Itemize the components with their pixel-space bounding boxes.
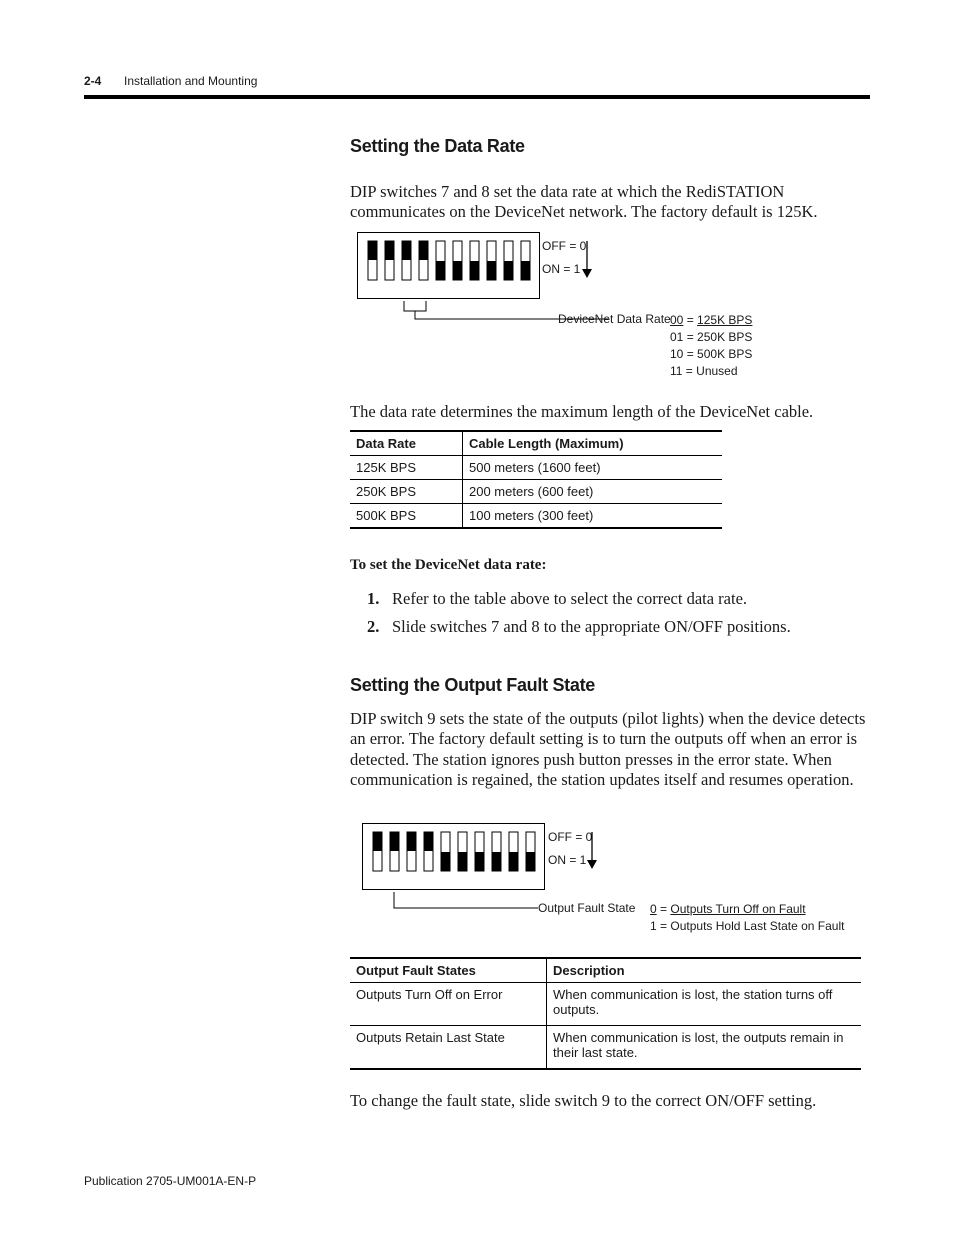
dip-switch-toggle [424,832,433,851]
option-code: 1 [650,919,657,933]
dip-switch-toggle [390,832,399,851]
step-number: 1. [367,589,380,608]
dip-switch-toggle [470,261,479,280]
table-cell: 250K BPS [350,480,463,504]
option-separator: = [656,902,671,916]
dip-switch-array [363,824,544,889]
table-cell: 500 meters (1600 feet) [463,456,723,480]
option-separator: = [682,364,697,378]
switch-legend-on: ON = 1 [548,853,587,867]
option-line [650,918,844,935]
dip-switch-toggle [526,852,535,871]
switch-legend-off: OFF = 0 [542,239,587,253]
table-intro: The data rate determines the maximum length of the DeviceNet cable. [350,402,814,421]
table-row [350,504,722,529]
section-heading-data-rate: Setting the Data Rate [350,136,525,156]
option-text: 125K BPS [697,313,753,327]
table-row [350,983,861,1026]
option-text: Unused [696,364,738,378]
dip-switch-toggle [441,852,450,871]
table-row [350,1026,861,1070]
table-cell: Outputs Retain Last State [350,1026,547,1070]
table-cell: When communication is lost, the outputs remain in their last state. [547,1026,862,1070]
dip-switch-toggle [509,852,518,871]
callout-label-data-rate: DeviceNet Data Rate [558,312,671,326]
dip-switch-housing [362,823,545,890]
switch-legend-off: OFF = 0 [548,830,593,844]
dip-switch-toggle [492,852,501,871]
option-code: 11 [670,364,683,378]
option-line [650,901,844,918]
down-arrow-icon [585,830,599,870]
table-cell: Outputs Turn Off on Error [350,983,547,1026]
option-text: 250K BPS [697,330,753,344]
option-separator: = [683,330,698,344]
option-line [670,329,752,346]
procedure-title: To set the DeviceNet data rate: [350,557,547,573]
dip-switch-toggle [475,852,484,871]
option-line [670,312,752,329]
data-rate-table [350,430,722,529]
running-header-title: Installation and Mounting [124,74,258,88]
dip-switch-toggle [368,241,377,260]
switch-legend-on: ON = 1 [542,262,581,276]
step-text: Refer to the table above to select the correct data rate. [392,589,748,608]
dip-switch-toggle [373,832,382,851]
section-heading-output-fault: Setting the Output Fault State [350,675,595,695]
step-number: 2. [367,617,380,636]
step-text: Slide switches 7 and 8 to the appropriate ON/OFF positions. [392,617,791,636]
footer-publication: Publication 2705-UM001A-EN-P [84,1174,257,1188]
column-header: Data Rate [350,431,463,456]
down-arrow-icon [580,239,594,279]
option-line [670,346,752,363]
dip-switch-toggle [487,261,496,280]
dip-switch-housing [357,232,540,299]
option-code: 00 [670,313,684,327]
option-text: Outputs Hold Last State on Fault [670,919,845,933]
column-header: Output Fault States [350,958,547,983]
dip-switch-toggle [504,261,513,280]
option-line [670,363,752,380]
table-cell: 100 meters (300 feet) [463,504,723,529]
column-header: Description [547,958,862,983]
output-fault-table [350,957,861,1070]
option-separator: = [683,313,698,327]
dip-switch-toggle [453,261,462,280]
dip-switch-figure-fault [360,822,850,937]
dip-switch-toggle [385,241,394,260]
fault-closing: To change the fault state, slide switch 9 to the correct ON/OFF setting. [350,1091,817,1110]
table-cell: When communication is lost, the station turns off outputs. [547,983,862,1026]
fault-intro: DIP switch 9 sets the state of the outputs (pilot lights) when the device detects an error. The factory default setting is to turn the outputs off when an error is detected. The station ignores push button presses in the error state. When communication is regained, the station updates itself and resumes operation. [350,709,866,789]
dip-switch-figure-data-rate [355,231,775,381]
table-cell: 500K BPS [350,504,463,529]
table-row [350,480,722,504]
table-header-row [350,431,722,456]
dip-switch-toggle [436,261,445,280]
column-header: Cable Length (Maximum) [463,431,723,456]
option-separator: = [683,347,698,361]
page-number: 2-4 [84,74,102,88]
option-code: 10 [670,347,684,361]
option-code: 0 [650,902,657,916]
option-separator: = [656,919,671,933]
option-text: Outputs Turn Off on Fault [670,902,806,916]
dip-switch-toggle [402,241,411,260]
table-cell: 125K BPS [350,456,463,480]
callout-bracket-lines [390,890,540,912]
table-header-row [350,958,861,983]
data-rate-intro: DIP switches 7 and 8 set the data rate at which the RediSTATION communicates on the DeviceNet network. The factory default is 125K. [350,182,818,222]
fault-options [650,901,844,935]
dip-switch-toggle [521,261,530,280]
callout-label-fault: Output Fault State [538,901,636,915]
dip-switch-toggle [407,832,416,851]
header-rule [84,95,870,99]
option-code: 01 [670,330,684,344]
option-text: 500K BPS [697,347,753,361]
dip-switch-array [358,233,539,298]
table-row [350,456,722,480]
dip-switch-toggle [419,241,428,260]
table-cell: 200 meters (600 feet) [463,480,723,504]
data-rate-options [670,312,752,380]
dip-switch-toggle [458,852,467,871]
